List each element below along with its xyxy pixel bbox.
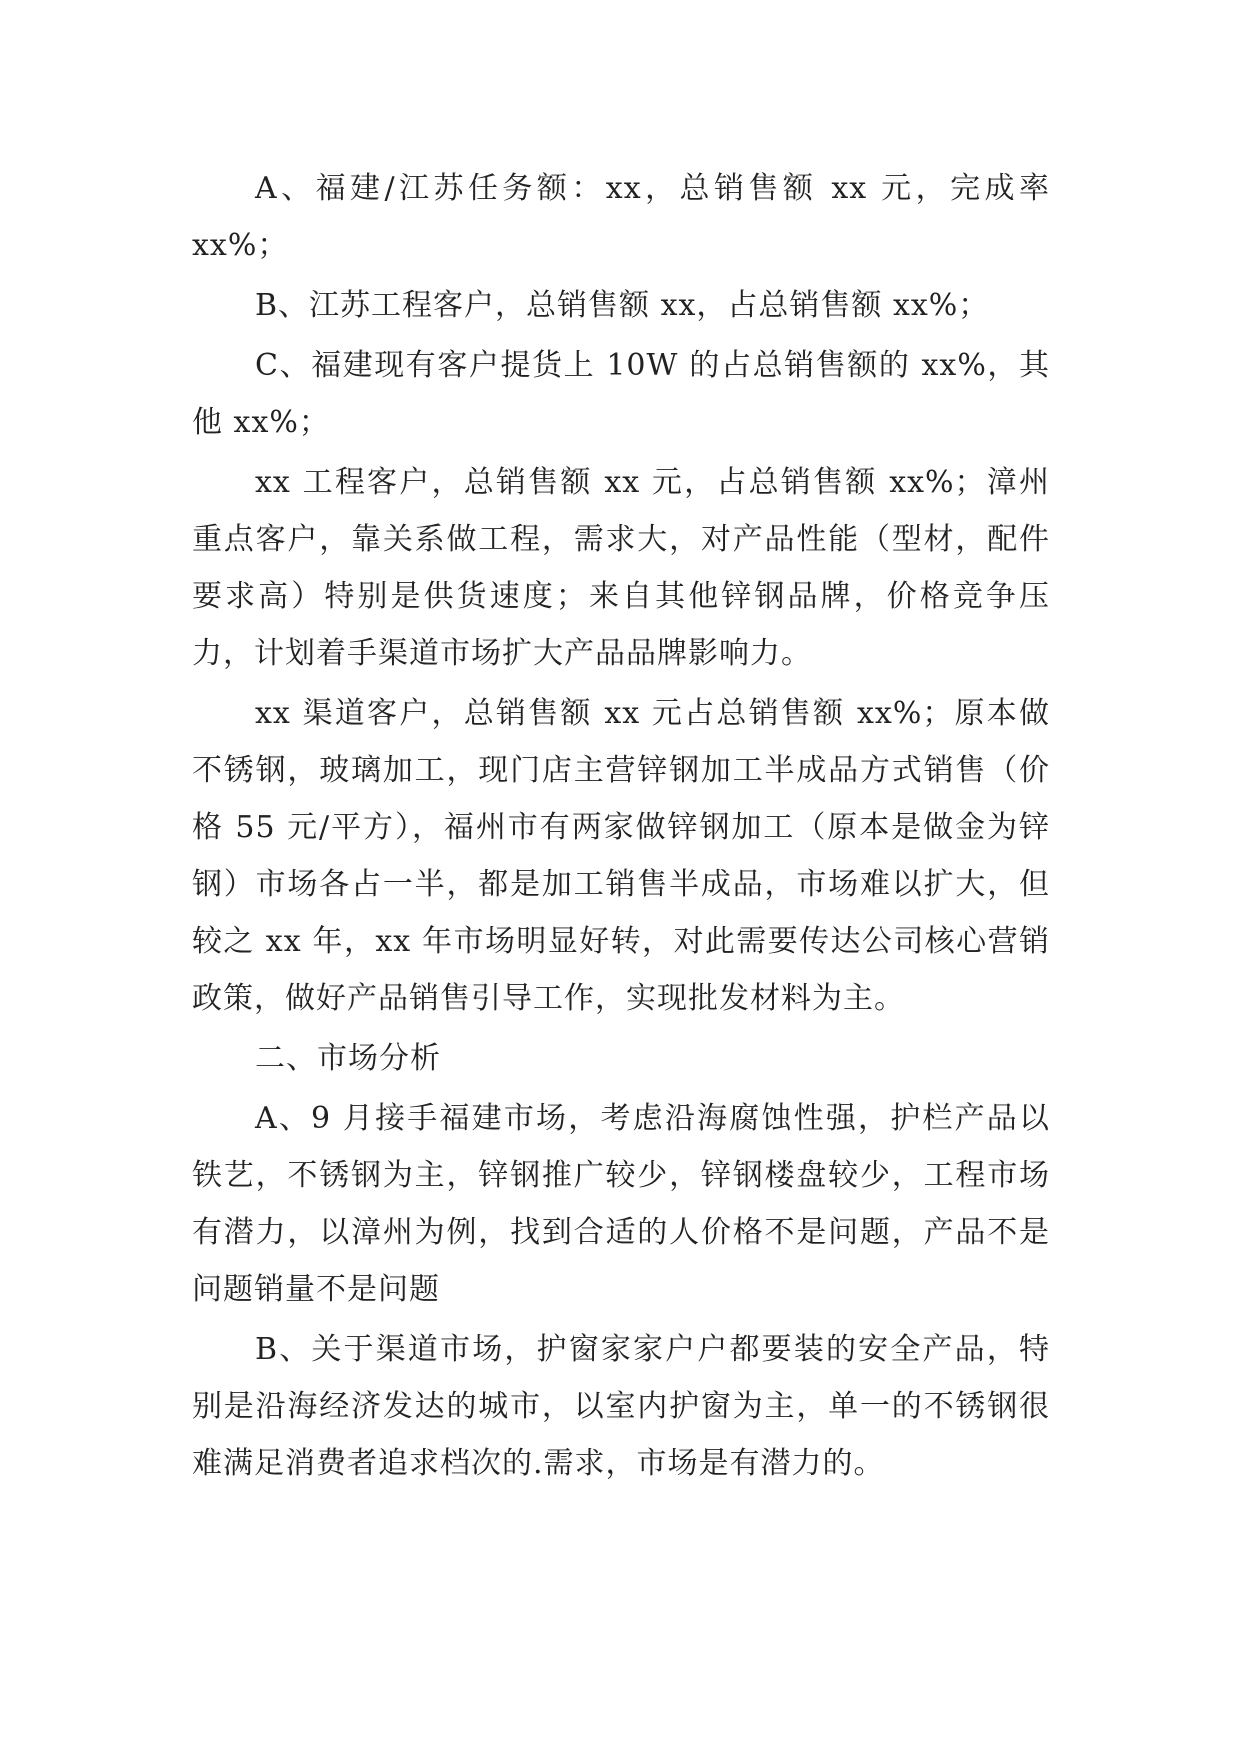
paragraph-channel-market: B、关于渠道市场，护窗家家户户都要装的安全产品，特别是沿海经济发达的城市，以室内护窗为主，单一的不锈钢很难满足消费者追求档次的.需求，市场是有潜力的。 — [192, 1332, 1050, 1481]
section-heading-market-analysis: 二、市场分析 — [255, 1041, 441, 1076]
paragraph-channel-customers: xx 渠道客户，总销售额 xx 元占总销售额 xx%；原本做不锈钢，玻璃加工，现门店主营锌钢加工半成品方式销售（价格 55 元/平方），福州市有两家做锌钢加工（原本是做金为锌钢）市场各占一半，都是加工销售半成品，市场难以扩大，但较之 xx 年，xx 年市场明显好转，对此需要传达公司核心营销政策，做好产品销售引导工作，实现批发材料为主。 — [192, 696, 1050, 1016]
paragraph-fujian-customers: C、福建现有客户提货上 10W 的占总销售额的 xx%，其他 xx%； — [192, 348, 1050, 440]
document-body — [192, 160, 1050, 1495]
paragraph-task-amount: A、福建/江苏任务额：xx，总销售额 xx 元，完成率 xx%； — [192, 171, 1050, 263]
paragraph-jiangsu-engineering: B、江苏工程客户，总销售额 xx，占总销售额 xx%； — [255, 288, 990, 323]
paragraph-fujian-market: A、9 月接手福建市场，考虑沿海腐蚀性强，护栏产品以铁艺，不锈钢为主，锌钢推广较少，锌钢楼盘较少，工程市场有潜力，以漳州为例，找到合适的人价格不是问题，产品不是问题销量不是问题 — [192, 1101, 1050, 1307]
paragraph-engineering-customers: xx 工程客户，总销售额 xx 元，占总销售额 xx%；漳州重点客户，靠关系做工程，需求大，对产品性能（型材，配件要求高）特别是供货速度；来自其他锌钢品牌，价格竞争压力，计划着手渠道市场扩大产品品牌影响力。 — [192, 465, 1050, 671]
